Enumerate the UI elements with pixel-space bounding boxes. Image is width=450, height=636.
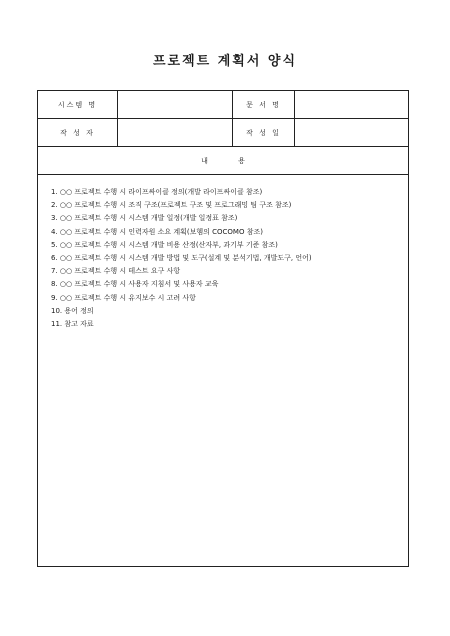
form-row-system <box>38 91 408 119</box>
list-item: 2. ○○ 프로젝트 수행 시 조직 구조(프로젝트 구조 및 프로그래밍 팀 구조 참조) <box>51 201 292 210</box>
list-item: 1. ○○ 프로젝트 수행 시 라이프싸이클 정의(개발 라이프싸이클 참조) <box>51 188 263 196</box>
list-item: 6. ○○ 프로젝트 수행 시 시스템 개발 방법 및 도구(설계 및 분석기법, 개발도구, 언어) <box>51 253 312 262</box>
document-name-field[interactable] <box>295 91 408 118</box>
system-name-label: 시스템 명 <box>38 91 118 118</box>
list-item: 5. ○○ 프로젝트 수행 시 시스템 개발 비용 산정(산자부, 과기부 기준 참조) <box>51 240 278 249</box>
content-list <box>51 186 312 331</box>
form-row-author <box>38 119 408 147</box>
plan-form-table <box>37 90 409 567</box>
content-header: 내 용 <box>201 156 259 165</box>
document-name-label: 문 서 명 <box>233 91 295 118</box>
list-item: 4. ○○ 프로젝트 수행 시 인력자원 소요 계획(보헴의 COCOMO 참조) <box>51 227 263 236</box>
list-item: 11. 참고 자료 <box>51 319 94 328</box>
list-item: 7. ○○ 프로젝트 수행 시 테스트 요구 사항 <box>51 267 181 276</box>
list-item: 3. ○○ 프로젝트 수행 시 시스템 개발 일정(개발 일정표 참조) <box>51 214 238 223</box>
date-label: 작 성 일 <box>233 119 295 146</box>
author-label: 작 성 자 <box>38 119 118 146</box>
system-name-field[interactable] <box>118 91 233 118</box>
list-item: 10. 용어 정의 <box>51 306 94 315</box>
list-item: 9. ○○ 프로젝트 수행 시 유지보수 시 고려 사항 <box>51 293 196 302</box>
author-field[interactable] <box>118 119 233 146</box>
document-title: 프로젝트 계획서 양식 <box>152 54 298 69</box>
list-item: 8. ○○ 프로젝트 수행 시 사용자 지침서 및 사용자 교육 <box>51 280 219 289</box>
date-field[interactable] <box>295 119 408 146</box>
content-header-row <box>38 147 408 175</box>
